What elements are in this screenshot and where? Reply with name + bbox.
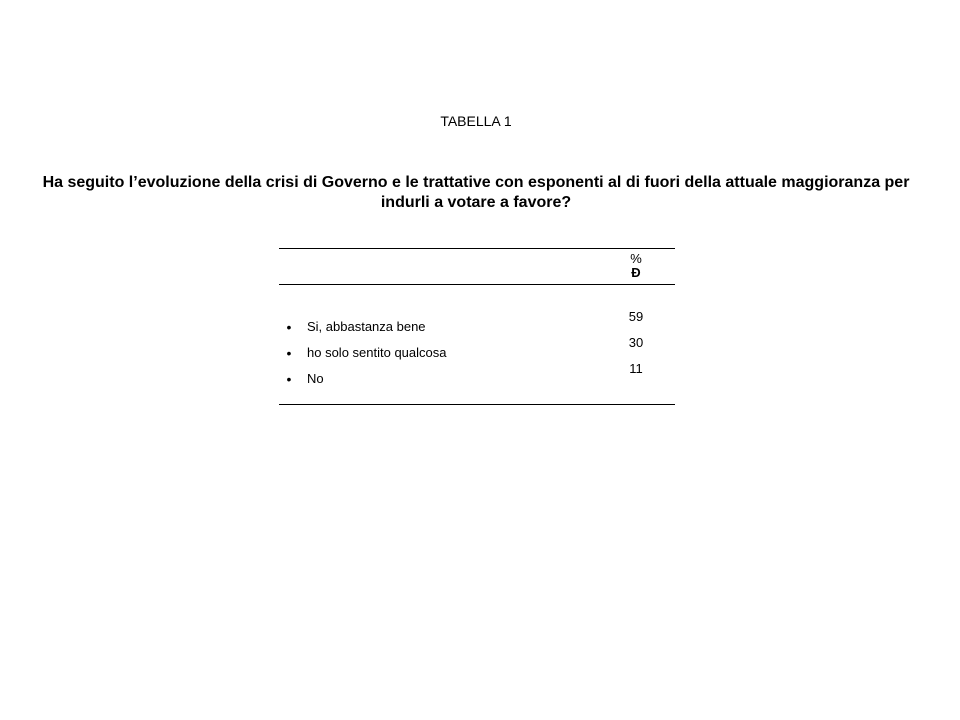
row-label: ho solo sentito qualcosa [307,345,447,360]
table-row [279,309,675,338]
table-top-rule [279,248,675,249]
table-title: TABELLA 1 [440,113,512,129]
table-bottom-rule [279,404,675,405]
bullet-icon: • [286,345,292,361]
column-header-percent: % [630,251,642,266]
column-header-symbol: Ð [631,265,641,280]
row-value: 11 [629,361,643,376]
bullet-icon: • [286,319,292,335]
survey-question: Ha seguito l’evoluzione della crisi di Governo e le trattative con esponenti al di fuori della attuale maggioranza per indurli a votare a favore? [42,174,910,211]
row-label: Si, abbastanza bene [307,319,426,334]
row-value: 30 [628,335,644,350]
bullet-icon: • [286,371,292,387]
table-row [279,361,675,390]
row-value: 59 [628,309,644,324]
row-label: No [307,371,324,386]
table-header-rule [279,284,675,285]
table-row [279,335,675,364]
